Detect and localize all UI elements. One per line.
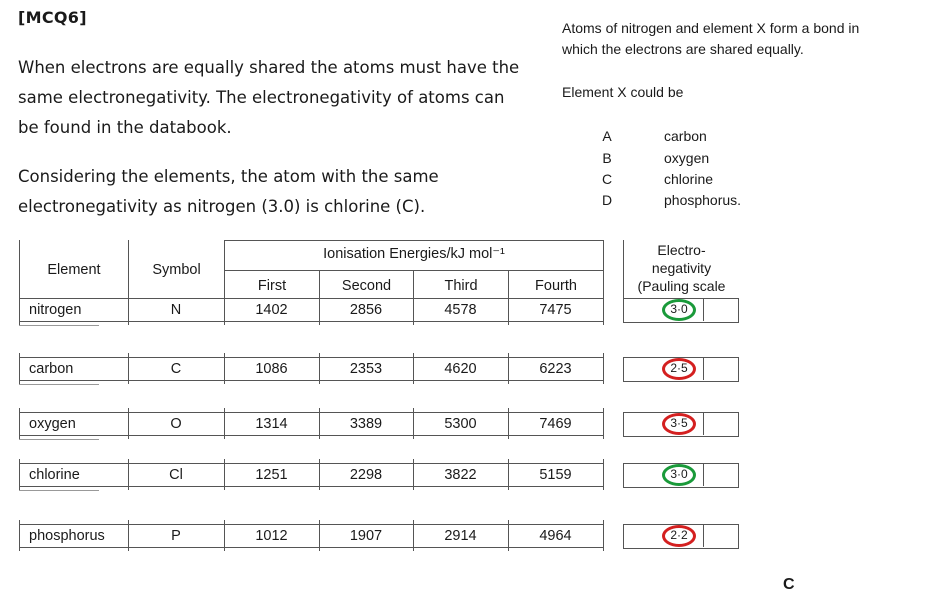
question-line: which the electrons are shared equally. [562,41,804,57]
cell-element: carbon [29,361,74,377]
cell-symbol: P [171,528,181,544]
cell-second: 1907 [349,528,383,544]
explanation-line: When electrons are equally shared the atoms must have the [18,58,520,77]
cell-second: 3389 [349,416,383,432]
header-electronegativity [624,241,739,295]
cell-symbol: C [170,361,182,377]
cell-symbol: N [170,302,182,318]
cell-second: 2353 [349,361,383,377]
cell-first: 1402 [255,302,288,318]
option-text-c: chlorine [664,171,714,187]
cell-third: 4620 [444,361,477,377]
question-stem [562,18,922,60]
option-letter-b: B [602,150,612,166]
header-symbol: Symbol [152,262,201,278]
answer-letter: C [783,576,795,593]
en-value: 3·5 [670,416,688,430]
en-header-line: negativity [651,260,712,276]
en-value: 2·2 [670,528,688,542]
cell-first: 1086 [255,361,288,377]
header-first: First [257,278,287,294]
question-line: Atoms of nitrogen and element X form a bond in [562,20,860,36]
annotation-circle [662,525,696,547]
header-element: Element [47,262,101,278]
en-header-line: Electro- [657,242,706,258]
en-value: 2·5 [670,361,688,375]
en-header-line: (Pauling scale [637,278,726,294]
explanation-line: same electronegativity. The electronegativity of atoms can [18,88,505,107]
explanation-paragraph-1 [18,53,548,143]
en-value: 3·0 [670,302,688,316]
option-text-a: carbon [664,128,707,144]
header-third: Third [444,278,478,294]
explanation-line: Considering the elements, the atom with the same [18,167,439,186]
annotation-circle [662,413,696,435]
cell-second: 2298 [349,467,383,483]
cell-second: 2856 [349,302,383,318]
cell-third: 2914 [444,528,477,544]
cell-first: 1251 [255,467,288,483]
option-text-b: oxygen [664,150,710,166]
cell-third: 3822 [444,467,477,483]
en-value: 3·0 [670,467,688,481]
cell-symbol: O [170,416,182,432]
annotation-circle [662,464,696,486]
annotation-circle [662,299,696,321]
option-letter-c: C [601,171,613,187]
annotation-circle [662,358,696,380]
question-prompt: Element X could be [562,84,684,100]
cell-element: phosphorus [29,528,105,544]
explanation-line: electronegativity as nitrogen (3.0) is chlorine (C). [18,197,426,216]
cell-fourth: 7469 [539,416,572,432]
explanation-line: be found in the databook. [18,118,232,137]
cell-third: 4578 [444,302,477,318]
cell-first: 1012 [255,528,288,544]
header-fourth: Fourth [535,278,577,294]
header-second: Second [341,278,392,294]
mcq-tag: [MCQ6] [18,8,87,27]
cell-third: 5300 [444,416,477,432]
option-letter-a: A [602,128,612,144]
explanation-paragraph-2 [18,162,548,222]
header-ionisation-energies: Ionisation Energies/kJ mol⁻¹ [323,246,505,262]
cell-fourth: 4964 [539,528,572,544]
cell-fourth: 5159 [539,467,572,483]
cell-fourth: 6223 [539,361,572,377]
option-text-d: phosphorus. [664,192,742,208]
cell-element: chlorine [29,467,80,483]
cell-first: 1314 [255,416,288,432]
cell-fourth: 7475 [539,302,572,318]
cell-element: oxygen [29,416,76,432]
cell-symbol: Cl [169,467,183,483]
cell-element: nitrogen [29,302,82,318]
option-letter-d: D [601,192,613,208]
